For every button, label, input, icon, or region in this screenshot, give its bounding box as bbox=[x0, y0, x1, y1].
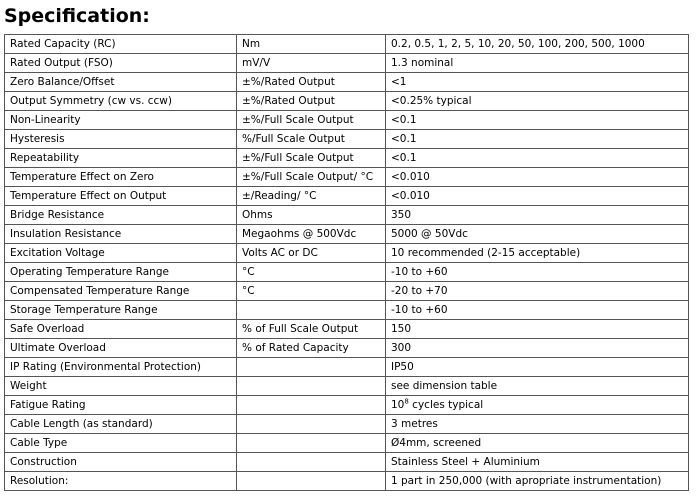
value-cell bbox=[386, 396, 689, 415]
unit-cell bbox=[237, 301, 386, 320]
table-row bbox=[5, 282, 689, 301]
value-cell: 1.3 nominal bbox=[386, 54, 689, 73]
table-row bbox=[5, 358, 689, 377]
parameter-cell: Cable Type bbox=[5, 434, 237, 453]
unit-cell: Megaohms @ 500Vdc bbox=[237, 225, 386, 244]
value-cell: -20 to +70 bbox=[386, 282, 689, 301]
unit-cell bbox=[237, 434, 386, 453]
value-cell: <0.010 bbox=[386, 168, 689, 187]
parameter-cell: Hysteresis bbox=[5, 130, 237, 149]
table-row bbox=[5, 54, 689, 73]
unit-cell bbox=[237, 453, 386, 472]
unit-cell: Ohms bbox=[237, 206, 386, 225]
unit-cell bbox=[237, 415, 386, 434]
parameter-cell: Ultimate Overload bbox=[5, 339, 237, 358]
value-cell: IP50 bbox=[386, 358, 689, 377]
value-cell: 300 bbox=[386, 339, 689, 358]
specification-table-body bbox=[5, 35, 689, 491]
value-cell: 10 recommended (2-15 acceptable) bbox=[386, 244, 689, 263]
parameter-cell: Rated Output (FSO) bbox=[5, 54, 237, 73]
value-suffix: cycles typical bbox=[408, 399, 484, 411]
table-row bbox=[5, 377, 689, 396]
parameter-cell: Compensated Temperature Range bbox=[5, 282, 237, 301]
unit-cell: Volts AC or DC bbox=[237, 244, 386, 263]
unit-cell: mV/V bbox=[237, 54, 386, 73]
value-base: 10 bbox=[391, 399, 405, 411]
table-row bbox=[5, 263, 689, 282]
table-row bbox=[5, 434, 689, 453]
table-row bbox=[5, 111, 689, 130]
parameter-cell: Temperature Effect on Output bbox=[5, 187, 237, 206]
unit-cell: ±%/Full Scale Output/ °C bbox=[237, 168, 386, 187]
value-cell: <0.1 bbox=[386, 130, 689, 149]
table-row bbox=[5, 149, 689, 168]
table-row bbox=[5, 339, 689, 358]
table-row bbox=[5, 396, 689, 415]
value-cell: 1 part in 250,000 (with apropriate instrumentation) bbox=[386, 472, 689, 491]
table-row bbox=[5, 206, 689, 225]
unit-cell: % of Full Scale Output bbox=[237, 320, 386, 339]
table-row bbox=[5, 244, 689, 263]
page-title: Specification: bbox=[4, 5, 150, 27]
parameter-cell: Bridge Resistance bbox=[5, 206, 237, 225]
table-row bbox=[5, 320, 689, 339]
unit-cell: %/Full Scale Output bbox=[237, 130, 386, 149]
parameter-cell: Repeatability bbox=[5, 149, 237, 168]
unit-cell: ±%/Full Scale Output bbox=[237, 111, 386, 130]
unit-cell: % of Rated Capacity bbox=[237, 339, 386, 358]
value-cell: Stainless Steel + Aluminium bbox=[386, 453, 689, 472]
specification-table bbox=[4, 34, 689, 491]
value-cell: -10 to +60 bbox=[386, 301, 689, 320]
table-row bbox=[5, 130, 689, 149]
table-row bbox=[5, 73, 689, 92]
parameter-cell: Insulation Resistance bbox=[5, 225, 237, 244]
parameter-cell: Temperature Effect on Zero bbox=[5, 168, 237, 187]
unit-cell: ±%/Full Scale Output bbox=[237, 149, 386, 168]
value-cell: 350 bbox=[386, 206, 689, 225]
table-row bbox=[5, 35, 689, 54]
table-row bbox=[5, 225, 689, 244]
unit-cell: °C bbox=[237, 282, 386, 301]
unit-cell: °C bbox=[237, 263, 386, 282]
value-cell: <1 bbox=[386, 73, 689, 92]
parameter-cell: Storage Temperature Range bbox=[5, 301, 237, 320]
table-row bbox=[5, 472, 689, 491]
parameter-cell: Zero Balance/Offset bbox=[5, 73, 237, 92]
value-cell: <0.25% typical bbox=[386, 92, 689, 111]
unit-cell bbox=[237, 358, 386, 377]
parameter-cell: Operating Temperature Range bbox=[5, 263, 237, 282]
parameter-cell: Weight bbox=[5, 377, 237, 396]
parameter-cell: Construction bbox=[5, 453, 237, 472]
unit-cell: ±/Reading/ °C bbox=[237, 187, 386, 206]
value-cell: <0.1 bbox=[386, 149, 689, 168]
parameter-cell: Excitation Voltage bbox=[5, 244, 237, 263]
value-cell: 0.2, 0.5, 1, 2, 5, 10, 20, 50, 100, 200, 500, 1000 bbox=[386, 35, 689, 54]
table-row bbox=[5, 187, 689, 206]
unit-cell bbox=[237, 396, 386, 415]
table-row bbox=[5, 415, 689, 434]
value-cell: <0.010 bbox=[386, 187, 689, 206]
table-row bbox=[5, 301, 689, 320]
value-cell: <0.1 bbox=[386, 111, 689, 130]
value-cell: 3 metres bbox=[386, 415, 689, 434]
parameter-cell: Safe Overload bbox=[5, 320, 237, 339]
parameter-cell: Cable Length (as standard) bbox=[5, 415, 237, 434]
unit-cell bbox=[237, 472, 386, 491]
unit-cell: ±%/Rated Output bbox=[237, 73, 386, 92]
parameter-cell: Rated Capacity (RC) bbox=[5, 35, 237, 54]
unit-cell: Nm bbox=[237, 35, 386, 54]
unit-cell: ±%/Rated Output bbox=[237, 92, 386, 111]
unit-cell bbox=[237, 377, 386, 396]
value-cell: Ø4mm, screened bbox=[386, 434, 689, 453]
parameter-cell: IP Rating (Environmental Protection) bbox=[5, 358, 237, 377]
parameter-cell: Fatigue Rating bbox=[5, 396, 237, 415]
table-row bbox=[5, 453, 689, 472]
value-cell: see dimension table bbox=[386, 377, 689, 396]
value-exponent: 8 bbox=[404, 397, 409, 406]
value-cell: -10 to +60 bbox=[386, 263, 689, 282]
table-row bbox=[5, 168, 689, 187]
value-cell: 5000 @ 50Vdc bbox=[386, 225, 689, 244]
value-cell: 150 bbox=[386, 320, 689, 339]
parameter-cell: Resolution: bbox=[5, 472, 237, 491]
parameter-cell: Output Symmetry (cw vs. ccw) bbox=[5, 92, 237, 111]
table-row bbox=[5, 92, 689, 111]
parameter-cell: Non-Linearity bbox=[5, 111, 237, 130]
